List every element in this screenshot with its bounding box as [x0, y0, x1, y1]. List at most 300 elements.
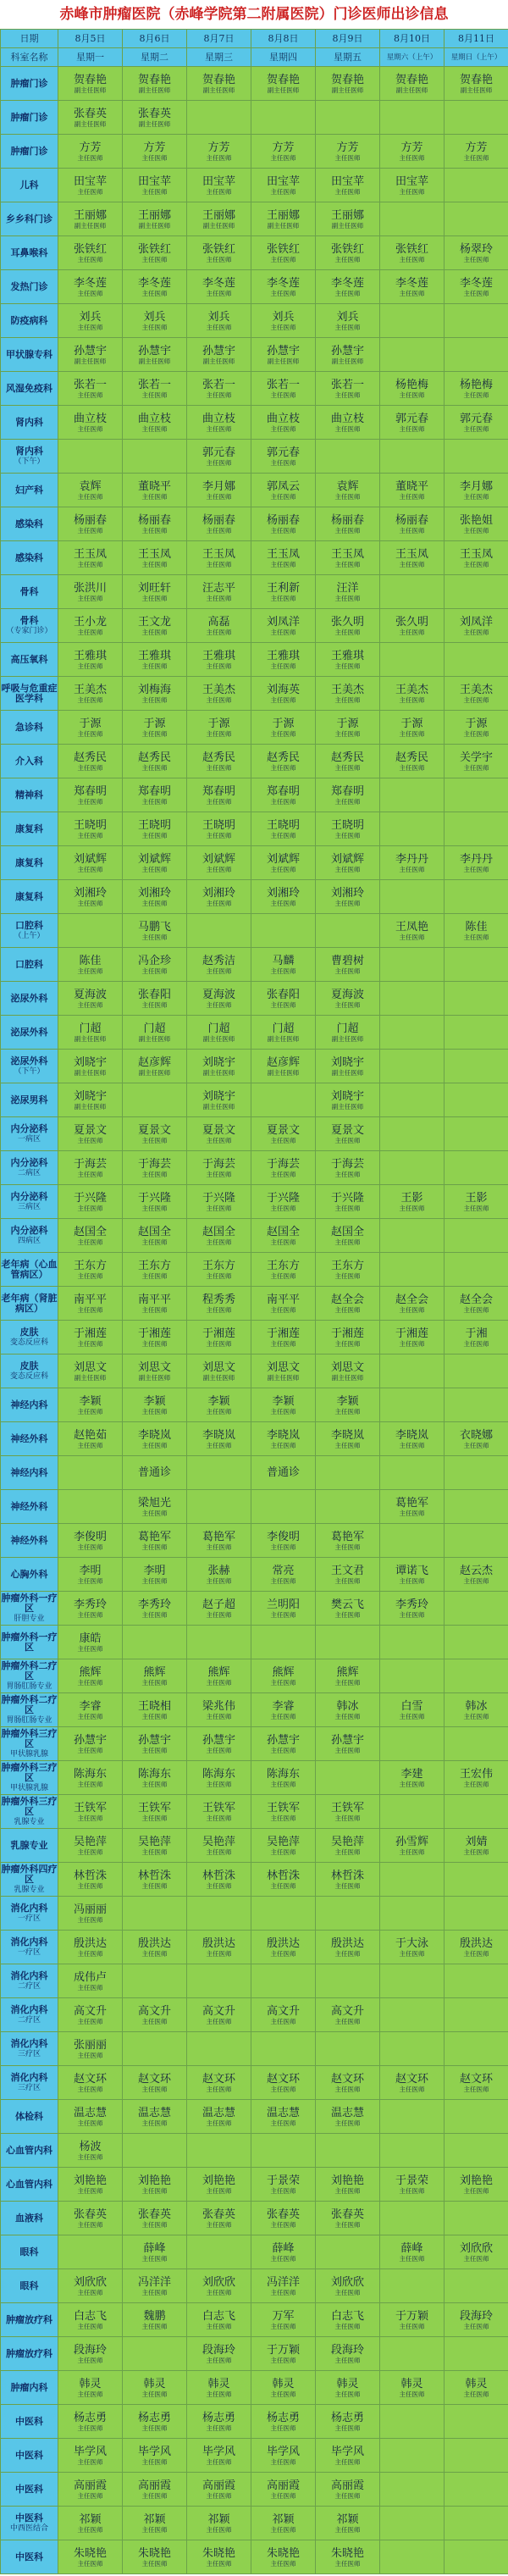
schedule-row	[1, 778, 508, 812]
doctor-name: 葛艳军	[395, 1496, 428, 1510]
doctor-name: 刘梅海	[137, 683, 171, 696]
doctor-name: 赵国全	[330, 1225, 364, 1238]
department-name: 泌尿外科	[10, 1026, 48, 1038]
doctor-title: 主任医师	[463, 1339, 489, 1348]
doctor-name: 马鹏飞	[137, 920, 171, 933]
doctor-title: 主任医师	[141, 2424, 168, 2432]
doctor-cell	[444, 1422, 508, 1456]
doctor-cell	[58, 406, 123, 440]
doctor-cell	[316, 1321, 380, 1354]
doctor-title: 主任医师	[334, 1305, 361, 1314]
doctor-title: 主任医师	[206, 323, 232, 331]
doctor-name: 吴艳萍	[330, 1835, 364, 1848]
doctor-title: 主任医师	[77, 1814, 103, 1822]
doctor-cell	[251, 1964, 316, 1998]
doctor-title: 主任医师	[270, 1271, 296, 1280]
department-name: 肾内科	[15, 445, 43, 457]
doctor-cell	[123, 914, 187, 948]
doctor-cell	[444, 507, 508, 541]
doctor-title: 主任医师	[334, 2457, 361, 2466]
doctor-cell	[251, 2168, 316, 2202]
doctor-name: 刘晓宇	[73, 1055, 107, 1069]
doctor-name: 殷洪达	[137, 1936, 171, 1950]
doctor-cell	[444, 270, 508, 304]
doctor-cell	[123, 1558, 187, 1592]
doctor-cell	[187, 1998, 251, 2032]
doctor-name: 于兴隆	[73, 1191, 107, 1205]
doctor-cell	[251, 1761, 316, 1795]
doctor-name: 刘斌辉	[137, 852, 171, 866]
doctor-title: 主任医师	[463, 492, 489, 501]
doctor-cell	[58, 609, 123, 643]
schedule-row	[1, 1321, 508, 1354]
doctor-name: 王美杰	[73, 683, 107, 696]
doctor-title: 主任医师	[141, 2491, 168, 2500]
doctor-name: 曲立枝	[330, 412, 364, 425]
doctor-title: 主任医师	[77, 2390, 103, 2398]
doctor-title: 主任医师	[270, 729, 296, 738]
schedule-row	[1, 541, 508, 575]
doctor-name: 于湘莲	[330, 1327, 364, 1340]
doctor-cell	[187, 2202, 251, 2235]
doctor-cell	[251, 1897, 316, 1931]
doctor-name: 赵云杰	[459, 1564, 493, 1577]
doctor-name: 夏海波	[73, 988, 107, 1001]
doctor-title: 主任医师	[77, 594, 103, 602]
doctor-cell	[316, 67, 380, 101]
doctor-name: 张春英	[137, 2208, 171, 2221]
doctor-title: 主任医师	[77, 1204, 103, 1212]
doctor-name: 赵国全	[137, 1225, 171, 1238]
department-cell	[1, 846, 58, 880]
doctor-name: 赵艳茹	[73, 1428, 107, 1442]
doctor-cell	[187, 745, 251, 778]
doctor-title: 主任医师	[399, 153, 425, 162]
doctor-name: 赵文环	[459, 2072, 493, 2086]
doctor-name: 刘思文	[330, 1360, 364, 1374]
doctor-name: 门超	[79, 1022, 102, 1035]
doctor-name: 李秀玲	[395, 1598, 428, 1611]
doctor-name: 赵全会	[330, 1293, 364, 1306]
doctor-title: 主任医师	[141, 899, 168, 907]
doctor-cell	[58, 575, 123, 609]
doctor-name: 刘思文	[137, 1360, 171, 1374]
schedule-row	[1, 1897, 508, 1931]
department-name: 肿瘤外科一疗区	[1, 1631, 58, 1653]
department-subtitle: （下午）	[14, 457, 45, 466]
doctor-cell	[251, 812, 316, 846]
doctor-title: 主任医师	[399, 695, 425, 704]
doctor-title: 主任医师	[141, 2457, 168, 2466]
doctor-title: 主任医师	[77, 187, 103, 196]
doctor-name: 王东方	[330, 1259, 364, 1272]
doctor-name: 高丽霞	[73, 2479, 107, 2492]
doctor-name: 王小龙	[73, 615, 107, 629]
doctor-cell	[380, 236, 444, 270]
doctor-cell	[444, 135, 508, 169]
doctor-title: 主任医师	[141, 1000, 168, 1009]
doctor-name: 李睿	[272, 1699, 295, 1713]
doctor-title: 主任医师	[399, 2085, 425, 2093]
department-cell	[1, 1659, 58, 1693]
doctor-name: 杨志勇	[73, 2411, 107, 2424]
department-cell	[1, 338, 58, 372]
doctor-name: 于兴隆	[202, 1191, 235, 1205]
schedule-row	[1, 914, 508, 948]
doctor-title: 主任医师	[270, 2525, 296, 2534]
doctor-cell	[123, 982, 187, 1016]
schedule-row	[1, 982, 508, 1016]
doctor-name: 杨波	[79, 2140, 102, 2153]
doctor-name: 韩灵	[400, 2377, 423, 2390]
doctor-cell	[123, 1219, 187, 1253]
department-cell	[1, 1287, 58, 1321]
doctor-title: 主任医师	[270, 458, 296, 467]
doctor-name: 王雅琪	[202, 649, 235, 662]
doctor-name: 熊辉	[143, 1665, 166, 1679]
doctor-cell	[444, 1727, 508, 1761]
doctor-cell	[444, 338, 508, 372]
department-name: 急诊科	[15, 721, 43, 733]
doctor-name: 刘兵	[272, 310, 295, 324]
schedule-row	[1, 1761, 508, 1795]
schedule-row	[1, 67, 508, 101]
doctor-title: 副主任医师	[74, 86, 107, 94]
department-cell	[1, 1016, 58, 1050]
department-name: 肿瘤内科	[10, 2381, 48, 2393]
doctor-name: 刘斌辉	[202, 852, 235, 866]
doctor-title: 副主任医师	[138, 86, 171, 94]
doctor-name: 郭凤云	[266, 479, 300, 493]
doctor-name: 方芳	[465, 141, 488, 154]
doctor-title: 主任医师	[77, 1339, 103, 1348]
department-name: 儿科	[19, 179, 39, 191]
department-name: 泌尿外科	[10, 1055, 48, 1066]
doctor-cell	[187, 2337, 251, 2371]
doctor-cell	[444, 169, 508, 202]
doctor-title: 主任医师	[141, 424, 168, 433]
doctor-cell	[380, 1253, 444, 1287]
doctor-name: 夏海波	[202, 988, 235, 1001]
department-subtitle: 二病区	[17, 1168, 41, 1177]
doctor-cell	[58, 880, 123, 914]
doctor-cell	[251, 1354, 316, 1388]
department-name: 康复科	[15, 856, 43, 868]
department-subtitle: 三疗区	[17, 2049, 41, 2058]
doctor-title: 主任医师	[334, 1610, 361, 1619]
doctor-cell	[380, 778, 444, 812]
doctor-name: 祁颖	[336, 2512, 359, 2526]
doctor-name: 张铁红	[73, 242, 107, 256]
doctor-title: 副主任医师	[202, 221, 235, 230]
doctor-name: 张铁红	[137, 242, 171, 256]
doctor-name: 陈佳	[79, 954, 102, 967]
doctor-name: 林哲洙	[330, 1869, 364, 1882]
doctor-title: 主任医师	[206, 2390, 232, 2398]
doctor-name: 王丽娜	[330, 208, 364, 222]
doctor-name: 贺春艳	[73, 73, 107, 86]
department-cell	[1, 1829, 58, 1863]
doctor-title: 主任医师	[399, 1441, 425, 1449]
department-cell	[1, 1897, 58, 1931]
department-cell	[1, 778, 58, 812]
doctor-name: 朱晓艳	[73, 2546, 107, 2560]
doctor-title: 主任医师	[463, 2254, 489, 2263]
doctor-name: 孙慧宇	[202, 344, 235, 357]
department-name: 呼吸与危重症医学科	[1, 682, 58, 704]
doctor-name: 张丽丽	[73, 2038, 107, 2052]
doctor-cell	[123, 778, 187, 812]
doctor-title: 主任医师	[141, 1848, 168, 1856]
doctor-name: 田宝苹	[266, 175, 300, 188]
doctor-cell	[444, 67, 508, 101]
doctor-title: 主任医师	[334, 2288, 361, 2296]
doctor-title: 主任医师	[334, 831, 361, 839]
doctor-title: 副主任医师	[202, 1068, 235, 1077]
doctor-cell	[123, 1897, 187, 1931]
department-cell	[1, 440, 58, 474]
doctor-name: 兰明阳	[266, 1598, 300, 1611]
doctor-cell	[444, 2269, 508, 2303]
doctor-title: 主任医师	[463, 865, 489, 873]
doctor-title: 副主任医师	[138, 1034, 171, 1043]
doctor-cell	[58, 914, 123, 948]
doctor-cell	[123, 2405, 187, 2439]
doctor-cell	[316, 440, 380, 474]
doctor-name: 衣晓娜	[459, 1428, 493, 1442]
doctor-cell	[251, 202, 316, 236]
doctor-name: 毕学风	[202, 2445, 235, 2458]
doctor-name: 白志飞	[73, 2309, 107, 2323]
doctor-title: 主任医师	[77, 628, 103, 636]
doctor-title: 主任医师	[270, 1339, 296, 1348]
doctor-name: 普通诊	[266, 1466, 300, 1479]
doctor-cell	[444, 202, 508, 236]
schedule-row	[1, 1727, 508, 1761]
doctor-cell	[380, 202, 444, 236]
doctor-title: 主任医师	[463, 1576, 489, 1585]
doctor-cell	[380, 1287, 444, 1321]
doctor-title: 主任医师	[399, 729, 425, 738]
doctor-name: 赵秀民	[266, 751, 300, 764]
doctor-cell	[380, 67, 444, 101]
doctor-cell	[251, 1117, 316, 1151]
department-name: 心血管内科	[6, 2144, 52, 2156]
doctor-cell	[123, 1354, 187, 1388]
schedule-row	[1, 406, 508, 440]
department-name: 中医科	[15, 2551, 43, 2562]
doctor-cell	[123, 1117, 187, 1151]
department-subtitle: 一疗区	[17, 1914, 41, 1923]
doctor-cell	[316, 338, 380, 372]
doctor-cell	[444, 982, 508, 1016]
doctor-title: 主任医师	[270, 2119, 296, 2127]
doctor-cell	[187, 1524, 251, 1558]
doctor-name: 刘湘玲	[73, 886, 107, 900]
doctor-cell	[187, 1117, 251, 1151]
doctor-cell	[187, 2507, 251, 2540]
doctor-cell	[444, 101, 508, 135]
doctor-cell	[123, 541, 187, 575]
doctor-name: 白志飞	[202, 2309, 235, 2323]
doctor-cell	[187, 2540, 251, 2574]
doctor-cell	[444, 1456, 508, 1490]
doctor-name: 李晓岚	[137, 1428, 171, 1442]
doctor-title: 副主任医师	[331, 221, 364, 230]
doctor-title: 主任医师	[206, 526, 232, 535]
doctor-title: 主任医师	[270, 1170, 296, 1178]
doctor-name: 赵子超	[202, 1598, 235, 1611]
doctor-title: 主任医师	[270, 1441, 296, 1449]
doctor-title: 主任医师	[270, 2424, 296, 2432]
doctor-cell	[123, 1422, 187, 1456]
doctor-title: 副主任医师	[74, 1068, 107, 1077]
doctor-cell	[58, 677, 123, 711]
doctor-name: 段海玲	[330, 2343, 364, 2357]
doctor-title: 主任医师	[399, 560, 425, 568]
doctor-cell	[380, 1151, 444, 1185]
doctor-name: 孙慧宇	[202, 1733, 235, 1747]
doctor-title: 主任医师	[270, 2288, 296, 2296]
doctor-cell	[58, 1863, 123, 1897]
doctor-cell	[380, 1456, 444, 1490]
doctor-cell	[380, 1388, 444, 1422]
doctor-title: 主任医师	[463, 2085, 489, 2093]
doctor-title: 主任医师	[77, 763, 103, 772]
doctor-title: 主任医师	[334, 560, 361, 568]
doctor-cell	[316, 1659, 380, 1693]
doctor-title: 主任医师	[77, 1780, 103, 1788]
doctor-cell	[380, 2439, 444, 2473]
doctor-cell	[58, 372, 123, 406]
department-name: 神经外科	[10, 1432, 48, 1444]
doctor-cell	[444, 948, 508, 982]
doctor-title: 主任医师	[141, 1407, 168, 1415]
doctor-cell	[444, 2303, 508, 2337]
department-subtitle: （专家门诊）	[6, 626, 52, 635]
weekday-header-row	[1, 48, 508, 67]
doctor-name: 贺春艳	[330, 73, 364, 86]
doctor-name: 门超	[336, 1022, 359, 1035]
doctor-cell	[380, 2032, 444, 2066]
doctor-name: 贺春艳	[395, 73, 428, 86]
doctor-title: 主任医师	[77, 526, 103, 535]
doctor-title: 主任医师	[141, 1238, 168, 1246]
doctor-title: 主任医师	[77, 1881, 103, 1890]
doctor-name: 田宝苹	[137, 175, 171, 188]
doctor-cell	[380, 948, 444, 982]
doctor-cell	[444, 1592, 508, 1626]
doctor-cell	[123, 2540, 187, 2574]
doctor-name: 刘欣欣	[73, 2275, 107, 2289]
department-name: 神经外科	[10, 1534, 48, 1546]
doctor-name: 张春阳	[266, 988, 300, 1001]
doctor-title: 主任医师	[270, 2457, 296, 2466]
doctor-name: 林哲洙	[137, 1869, 171, 1882]
doctor-cell	[123, 1829, 187, 1863]
doctor-cell	[251, 846, 316, 880]
department-cell	[1, 101, 58, 135]
doctor-title: 主任医师	[270, 2356, 296, 2364]
doctor-name: 郑春明	[266, 784, 300, 798]
doctor-title: 主任医师	[399, 1339, 425, 1348]
doctor-cell	[251, 2303, 316, 2337]
doctor-cell	[316, 2100, 380, 2134]
doctor-title: 主任医师	[206, 1271, 232, 1280]
schedule-row	[1, 1863, 508, 1897]
department-name: 皮肤	[19, 1360, 39, 1371]
doctor-title: 主任医师	[334, 1204, 361, 1212]
schedule-row	[1, 2269, 508, 2303]
doctor-name: 杨翠玲	[459, 242, 493, 256]
doctor-cell	[58, 1931, 123, 1964]
doctor-name: 王文君	[330, 1564, 364, 1577]
department-cell	[1, 880, 58, 914]
doctor-name: 王雅琪	[137, 649, 171, 662]
doctor-cell	[444, 236, 508, 270]
doctor-title: 主任医师	[141, 933, 168, 941]
doctor-name: 王文龙	[137, 615, 171, 629]
doctor-title: 主任医师	[77, 1644, 103, 1653]
department-name: 心血管内科	[6, 2178, 52, 2190]
doctor-title: 主任医师	[399, 424, 425, 433]
doctor-name: 王雅琪	[266, 649, 300, 662]
doctor-title: 主任医师	[141, 2322, 168, 2330]
doctor-cell	[316, 1185, 380, 1219]
doctor-cell	[380, 304, 444, 338]
doctor-cell	[187, 541, 251, 575]
doctor-cell	[58, 1524, 123, 1558]
doctor-cell	[251, 677, 316, 711]
doctor-cell	[444, 1219, 508, 1253]
doctor-name: 陈海东	[137, 1767, 171, 1781]
doctor-cell	[251, 1626, 316, 1659]
doctor-title: 主任医师	[141, 2085, 168, 2093]
doctor-name: 毕学风	[137, 2445, 171, 2458]
doctor-title: 主任医师	[334, 424, 361, 433]
doctor-name: 田宝苹	[395, 175, 428, 188]
doctor-name: 李俊明	[73, 1530, 107, 1543]
doctor-cell	[380, 2168, 444, 2202]
department-name: 眼科	[19, 2246, 39, 2257]
doctor-cell	[251, 711, 316, 745]
doctor-cell	[187, 1558, 251, 1592]
doctor-cell	[187, 507, 251, 541]
department-name: 心胸外科	[10, 1568, 48, 1580]
doctor-name: 高文升	[202, 2004, 235, 2018]
doctor-cell	[123, 304, 187, 338]
doctor-name: 王丽娜	[266, 208, 300, 222]
doctor-cell	[251, 2066, 316, 2100]
doctor-title: 主任医师	[141, 323, 168, 331]
doctor-name: 高文升	[137, 2004, 171, 2018]
doctor-cell	[380, 1354, 444, 1388]
doctor-cell	[316, 1829, 380, 1863]
department-name: 泌尿外科	[10, 992, 48, 1004]
doctor-cell	[251, 474, 316, 507]
doctor-name: 王玉凤	[73, 547, 107, 561]
doctor-title: 主任医师	[141, 2186, 168, 2195]
doctor-title: 副主任医师	[267, 221, 300, 230]
doctor-cell	[58, 1795, 123, 1829]
doctor-name: 郭元春	[202, 446, 235, 459]
department-name: 介入科	[15, 755, 43, 767]
doctor-title: 主任医师	[206, 2220, 232, 2229]
doctor-name: 杨志勇	[202, 2411, 235, 2424]
doctor-name: 熊辉	[207, 1665, 230, 1679]
doctor-cell	[444, 2371, 508, 2405]
department-subtitle: 变态反应科	[9, 1371, 48, 1381]
